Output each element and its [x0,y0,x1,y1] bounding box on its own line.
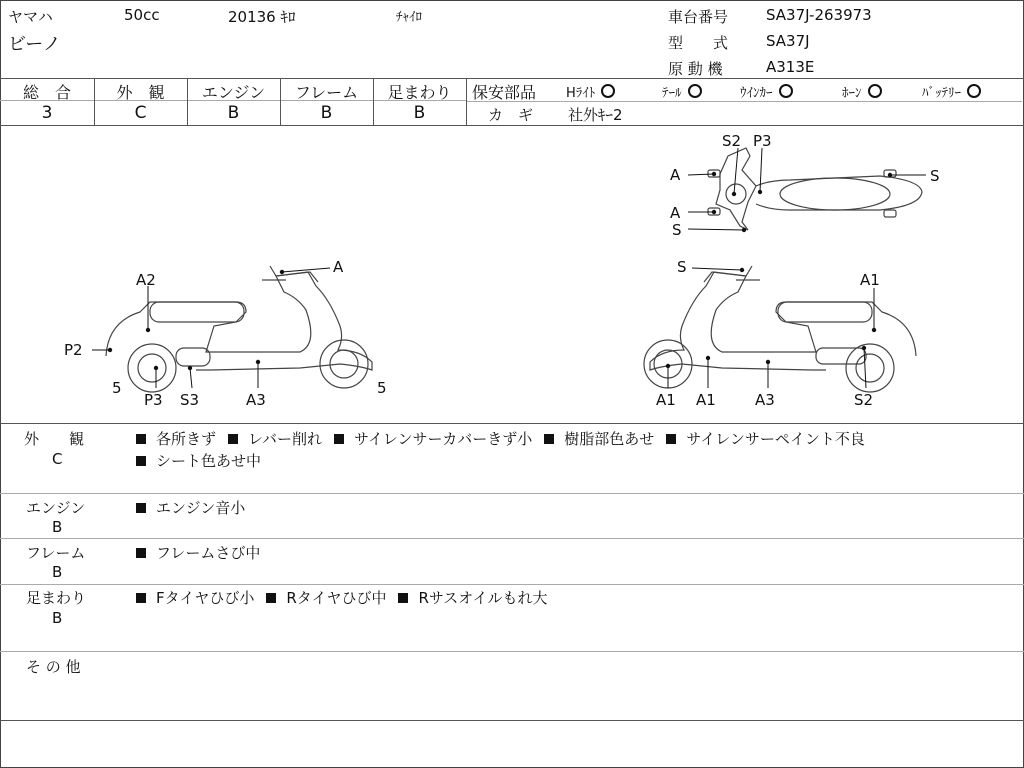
divider [0,651,1024,652]
bullet-square-icon [544,434,554,444]
label-left-a: A [333,258,344,276]
bullet-square-icon [334,434,344,444]
safety-battery: ﾊﾞｯﾃﾘｰ [922,82,981,101]
frame-number-value: SA37J-263973 [766,6,872,24]
bullet-square-icon [136,434,146,444]
safety-headlight: Hﾗｲﾄ [566,82,615,101]
label-left-s3: S3 [180,391,200,409]
label-left-a3: A3 [246,391,266,409]
remark-item: サイレンサーペイント不良 [666,428,865,449]
remark-item: 樹脂部色あせ [544,428,654,449]
score-value-total: 3 [41,103,53,123]
label-left-p2: P2 [64,341,83,359]
maker: ヤマハ [8,8,53,26]
divider [0,423,1024,424]
label-left-p3: P3 [144,391,163,409]
remark-item: シート色あせ中 [136,450,261,471]
remark-item: Fタイヤひび小 [136,587,254,608]
section-title-engine: エンジン [26,499,86,517]
label-left-a2: A2 [136,271,156,289]
scooter-top-view [708,148,922,230]
remark-item: フレームさび中 [136,542,260,563]
model-name: ビーノ [8,34,61,55]
safety-horn: ﾎｰﾝ [842,82,882,101]
engine-value: A313E [766,58,815,76]
bullet-square-icon [266,593,276,603]
damage-diagram [0,126,1024,422]
divider [0,538,1024,539]
bullet-square-icon [228,434,238,444]
label-top-s1: S [672,221,682,239]
ok-circle-icon [688,84,702,98]
type-value: SA37J [766,32,810,50]
bullet-square-icon [666,434,676,444]
remarks-exterior-line1 [136,428,877,449]
bullet-square-icon [136,503,146,513]
score-value-frame: B [320,103,333,123]
bullet-square-icon [136,593,146,603]
section-grade-exterior: C [52,450,63,468]
divider [0,493,1024,494]
divider [466,101,1022,102]
divider [466,78,467,125]
section-grade-engine: B [52,518,63,536]
score-label-suspension: 足まわり [387,83,452,102]
remark-item: 各所きず [136,428,216,449]
section-grade-frame: B [52,563,63,581]
remark-item: Rタイヤひび中 [266,587,386,608]
remark-item: サイレンサーカバーきず小 [334,428,532,449]
ok-circle-icon [779,84,793,98]
remarks-engine [136,497,257,518]
label-right-s2: S2 [854,391,874,409]
remark-item: レバー削れ [228,428,322,449]
color: ﾁｬｲﾛ [396,10,422,25]
label-top-a2: A [670,204,681,222]
label-left-5b: 5 [377,379,387,397]
safety-winker: ｳｲﾝｶｰ [740,82,793,101]
safety-title: 保安部品 [472,83,537,102]
safety-taillight: ﾃｰﾙ [662,82,702,101]
remark-item: エンジン音小 [136,497,245,518]
section-title-exterior: 外 観 [24,430,85,448]
label-top-p3: P3 [753,132,772,150]
label-top-a1: A [670,166,681,184]
section-title-other: そ の 他 [26,658,81,676]
divider [0,78,1024,79]
score-label-exterior: 外 観 [116,83,165,102]
remark-item: Rサスオイルもれ大 [398,587,547,608]
score-value-engine: B [227,103,240,123]
score-label-engine: エンジン [201,83,266,102]
label-right-a3: A3 [755,391,775,409]
label-top-s2: S2 [722,132,742,150]
bullet-square-icon [136,548,146,558]
label-right-s: S [677,258,687,276]
type-label: 型 式 [668,34,729,52]
label-right-a1-b: A1 [696,391,716,409]
label-left-5a: 5 [112,379,122,397]
remarks-exterior-line2 [136,450,273,471]
bullet-square-icon [398,593,408,603]
score-value-suspension: B [413,103,426,123]
frame-number-label: 車台番号 [668,8,729,26]
key-value: 社外ｷｰ2 [568,106,623,124]
remarks-frame [136,542,272,563]
section-grade-suspension: B [52,609,63,627]
remarks-suspension [136,587,560,608]
ok-circle-icon [967,84,981,98]
displacement: 50cc [124,6,160,24]
section-title-frame: フレーム [26,544,86,562]
label-right-a1-top: A1 [860,271,880,289]
label-right-a1-a: A1 [656,391,676,409]
score-label-frame: フレーム [294,83,359,102]
key-label: カ ギ [488,106,534,124]
ok-circle-icon [601,84,615,98]
section-title-suspension: 足まわり [26,589,87,607]
label-top-s2b: S [930,167,940,185]
ok-circle-icon [868,84,882,98]
divider [0,720,1024,721]
bullet-square-icon [136,456,146,466]
mileage: 20136 ｷﾛ [228,8,296,26]
engine-label: 原 動 機 [668,60,723,78]
divider [0,584,1024,585]
score-value-exterior: C [134,103,147,123]
score-label-total: 総 合 [22,83,71,102]
